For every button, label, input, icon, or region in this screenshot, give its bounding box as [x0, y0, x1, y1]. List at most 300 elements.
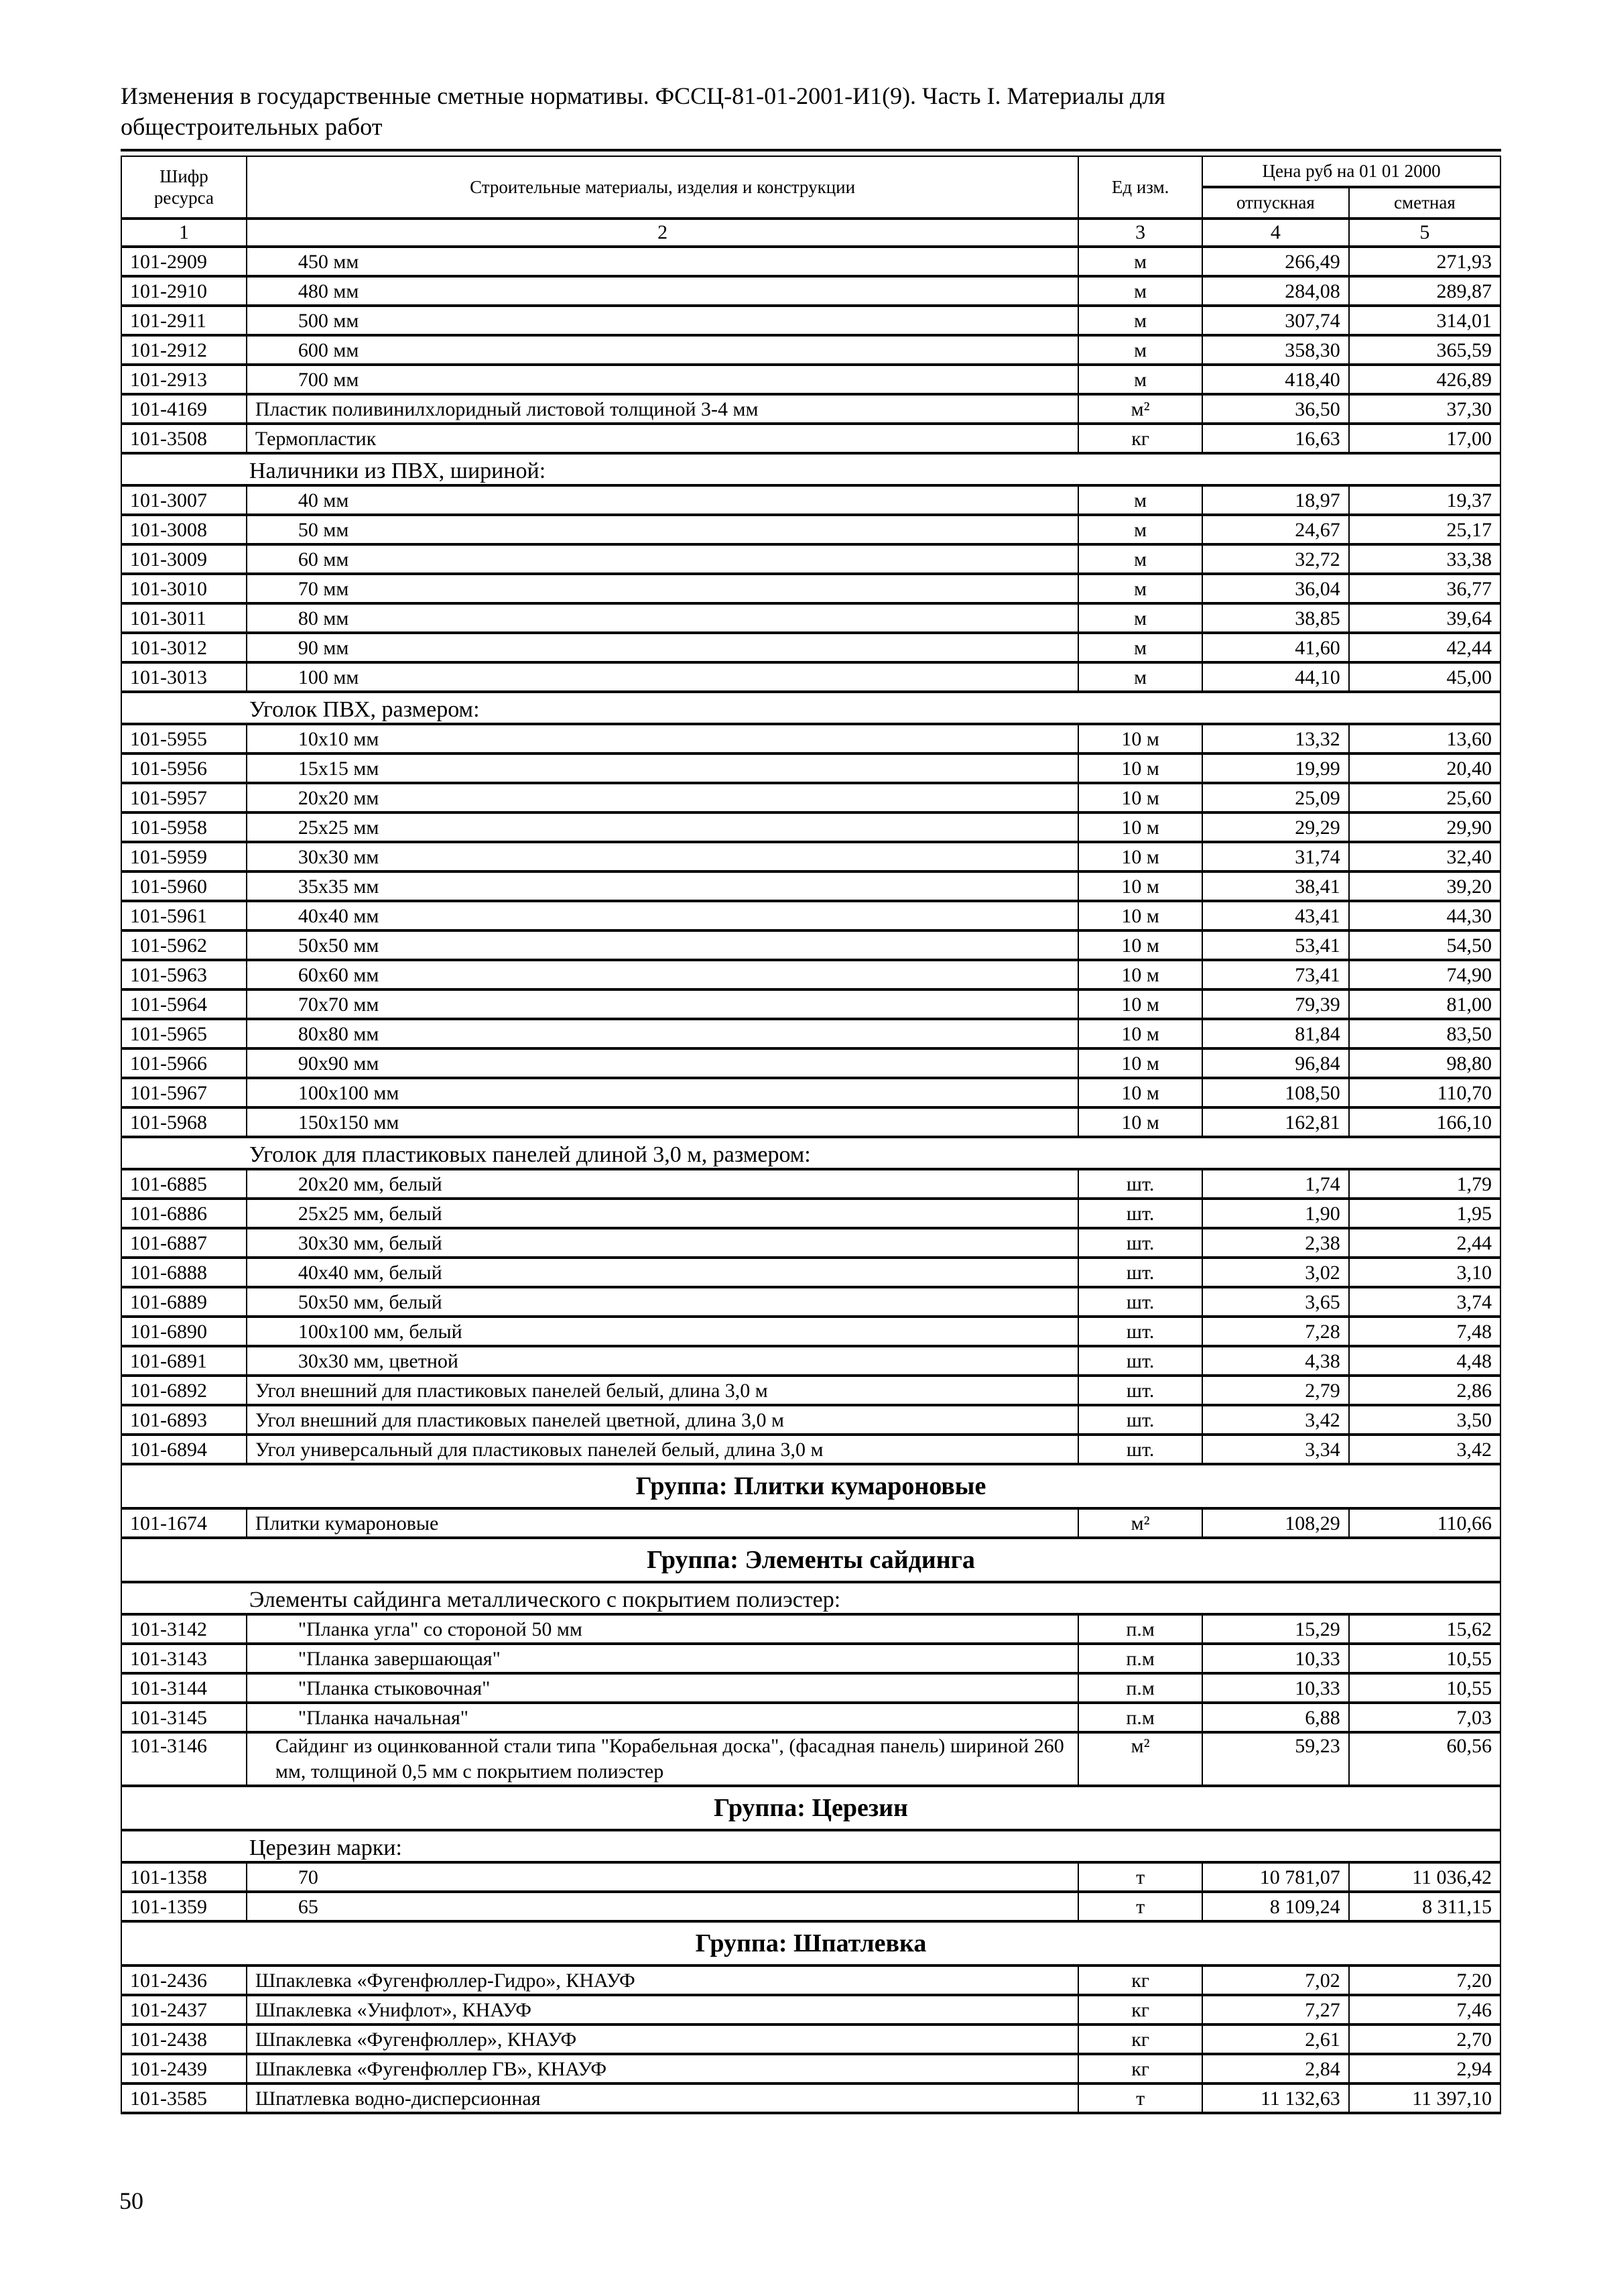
- resource-code: 101-5958: [121, 812, 247, 842]
- estimate-price: 20,40: [1349, 753, 1500, 783]
- group-heading-row: [121, 1538, 1500, 1582]
- resource-code: 101-3508: [121, 424, 247, 453]
- estimate-price: 7,48: [1349, 1317, 1500, 1346]
- table-row: [121, 1019, 1500, 1048]
- resource-code: 101-6885: [121, 1169, 247, 1199]
- material-name: Угол внешний для пластиковых панелей белый, длина 3,0 м: [247, 1376, 1078, 1405]
- table-header-row: [121, 156, 1500, 187]
- material-name: 480 мм: [247, 276, 1078, 306]
- table-row: [121, 1703, 1500, 1732]
- release-price: 1,90: [1202, 1199, 1349, 1228]
- table-row: [121, 2025, 1500, 2054]
- estimate-price: 426,89: [1349, 365, 1500, 394]
- table-row: [121, 930, 1500, 960]
- resource-code: 101-2438: [121, 2025, 247, 2054]
- unit-cell: шт.: [1078, 1317, 1202, 1346]
- release-price: 3,34: [1202, 1435, 1349, 1464]
- release-price: 43,41: [1202, 901, 1349, 930]
- header-price-group: Цена руб на 01 01 2000: [1202, 156, 1500, 187]
- table-row: [121, 724, 1500, 753]
- unit-cell: м²: [1078, 1508, 1202, 1538]
- unit-cell: т: [1078, 1862, 1202, 1892]
- estimate-price: 39,64: [1349, 603, 1500, 633]
- estimate-price: 10,55: [1349, 1644, 1500, 1673]
- column-number: 1: [121, 219, 247, 247]
- subheading-text: Уголок ПВХ, размером:: [247, 692, 1500, 724]
- table-row: [121, 662, 1500, 692]
- unit-cell: м: [1078, 662, 1202, 692]
- subheading-row: [121, 453, 1500, 485]
- estimate-price: 81,00: [1349, 989, 1500, 1019]
- material-name: 30x30 мм, цветной: [247, 1346, 1078, 1376]
- unit-cell: м: [1078, 365, 1202, 394]
- estimate-price: 19,37: [1349, 485, 1500, 515]
- column-number: 5: [1349, 219, 1500, 247]
- unit-cell: 10 м: [1078, 842, 1202, 871]
- unit-cell: м: [1078, 485, 1202, 515]
- release-price: 7,02: [1202, 1966, 1349, 1995]
- unit-cell: 10 м: [1078, 930, 1202, 960]
- unit-cell: 10 м: [1078, 1107, 1202, 1137]
- resource-code: 101-5962: [121, 930, 247, 960]
- table-row: [121, 1346, 1500, 1376]
- release-price: 53,41: [1202, 930, 1349, 960]
- page-number: 50: [119, 2187, 143, 2214]
- table-row: [121, 1317, 1500, 1346]
- price-table: [121, 156, 1501, 2114]
- table-row: [121, 1258, 1500, 1287]
- subheading-row: [121, 692, 1500, 724]
- release-price: 25,09: [1202, 783, 1349, 812]
- estimate-price: 166,10: [1349, 1107, 1500, 1137]
- material-name: 70 мм: [247, 574, 1078, 603]
- table-row: [121, 1508, 1500, 1538]
- group-heading-row: [121, 1921, 1500, 1966]
- resource-code: 101-2911: [121, 306, 247, 335]
- table-row: [121, 1169, 1500, 1199]
- material-name: Пластик поливинилхлоридный листовой толщиной 3-4 мм: [247, 394, 1078, 424]
- unit-cell: 10 м: [1078, 783, 1202, 812]
- table-row: [121, 1078, 1500, 1107]
- release-price: 1,74: [1202, 1169, 1349, 1199]
- resource-code: 101-3011: [121, 603, 247, 633]
- material-name: 60x60 мм: [247, 960, 1078, 989]
- release-price: 38,41: [1202, 871, 1349, 901]
- unit-cell: п.м: [1078, 1673, 1202, 1703]
- material-name: 90 мм: [247, 633, 1078, 662]
- material-name: 100x100 мм: [247, 1078, 1078, 1107]
- resource-code: 101-1359: [121, 1892, 247, 1921]
- unit-cell: м: [1078, 247, 1202, 276]
- release-price: 2,84: [1202, 2054, 1349, 2083]
- table-row: [121, 1107, 1500, 1137]
- resource-code: 101-3010: [121, 574, 247, 603]
- material-name: 60 мм: [247, 544, 1078, 574]
- material-name: Плитки кумароновые: [247, 1508, 1078, 1538]
- material-name: 50x50 мм: [247, 930, 1078, 960]
- column-number-row: [121, 219, 1500, 247]
- estimate-price: 36,77: [1349, 574, 1500, 603]
- release-price: 108,29: [1202, 1508, 1349, 1538]
- unit-cell: м²: [1078, 394, 1202, 424]
- release-price: 10 781,07: [1202, 1862, 1349, 1892]
- material-name: 700 мм: [247, 365, 1078, 394]
- unit-cell: 10 м: [1078, 989, 1202, 1019]
- material-name: Шпаклевка «Фугенфюллер ГВ», КНАУФ: [247, 2054, 1078, 2083]
- material-name: 40x40 мм: [247, 901, 1078, 930]
- release-price: 6,88: [1202, 1703, 1349, 1732]
- table-row: [121, 1228, 1500, 1258]
- unit-cell: м: [1078, 515, 1202, 544]
- resource-code: 101-5965: [121, 1019, 247, 1048]
- material-name: 30x30 мм, белый: [247, 1228, 1078, 1258]
- group-heading: Группа: Элементы сайдинга: [121, 1538, 1500, 1582]
- resource-code: 101-5964: [121, 989, 247, 1019]
- header-line-1: Изменения в государственные сметные нормативы. ФССЦ-81-01-2001-И1(9). Часть I. Материалы для: [121, 82, 1165, 109]
- unit-cell: м: [1078, 633, 1202, 662]
- resource-code: 101-4169: [121, 394, 247, 424]
- release-price: 2,79: [1202, 1376, 1349, 1405]
- resource-code: 101-6886: [121, 1199, 247, 1228]
- release-price: 16,63: [1202, 424, 1349, 453]
- header-code: Шифр ресурса: [121, 156, 247, 219]
- table-row: [121, 1614, 1500, 1644]
- table-row: [121, 901, 1500, 930]
- unit-cell: кг: [1078, 2025, 1202, 2054]
- unit-cell: п.м: [1078, 1644, 1202, 1673]
- resource-code: 101-2913: [121, 365, 247, 394]
- resource-code: 101-3009: [121, 544, 247, 574]
- estimate-price: 2,70: [1349, 2025, 1500, 2054]
- table-row: [121, 1995, 1500, 2025]
- unit-cell: шт.: [1078, 1199, 1202, 1228]
- estimate-price: 11 397,10: [1349, 2083, 1500, 2113]
- material-name: 25x25 мм, белый: [247, 1199, 1078, 1228]
- release-price: 18,97: [1202, 485, 1349, 515]
- table-body: [121, 219, 1500, 2113]
- estimate-price: 83,50: [1349, 1019, 1500, 1048]
- unit-cell: шт.: [1078, 1346, 1202, 1376]
- resource-code: 101-6892: [121, 1376, 247, 1405]
- document-header: [121, 80, 1501, 142]
- unit-cell: шт.: [1078, 1405, 1202, 1435]
- release-price: 29,29: [1202, 812, 1349, 842]
- resource-code: 101-6891: [121, 1346, 247, 1376]
- release-price: 36,50: [1202, 394, 1349, 424]
- table-row: [121, 574, 1500, 603]
- material-name: Угол внешний для пластиковых панелей цветной, длина 3,0 м: [247, 1405, 1078, 1435]
- table-row: [121, 485, 1500, 515]
- estimate-price: 3,74: [1349, 1287, 1500, 1317]
- release-price: 13,32: [1202, 724, 1349, 753]
- material-name: "Планка угла" со стороной 50 мм: [247, 1614, 1078, 1644]
- header-name: Строительные материалы, изделия и конструкции: [247, 156, 1078, 219]
- resource-code: 101-1358: [121, 1862, 247, 1892]
- unit-cell: 10 м: [1078, 1078, 1202, 1107]
- table-row: [121, 1673, 1500, 1703]
- release-price: 19,99: [1202, 753, 1349, 783]
- group-heading-row: [121, 1786, 1500, 1830]
- release-price: 81,84: [1202, 1019, 1349, 1048]
- table-row: [121, 276, 1500, 306]
- release-price: 8 109,24: [1202, 1892, 1349, 1921]
- header-price-release: отпускная: [1202, 187, 1349, 219]
- release-price: 3,42: [1202, 1405, 1349, 1435]
- table-row: [121, 1376, 1500, 1405]
- resource-code: 101-3013: [121, 662, 247, 692]
- subheading-text: Наличники из ПВХ, шириной:: [247, 453, 1500, 485]
- table-row: [121, 1644, 1500, 1673]
- group-heading-row: [121, 1464, 1500, 1508]
- estimate-price: 60,56: [1349, 1732, 1500, 1786]
- column-number: 2: [247, 219, 1078, 247]
- estimate-price: 45,00: [1349, 662, 1500, 692]
- material-name: 25x25 мм: [247, 812, 1078, 842]
- material-name: 70x70 мм: [247, 989, 1078, 1019]
- unit-cell: кг: [1078, 1995, 1202, 2025]
- release-price: 7,28: [1202, 1317, 1349, 1346]
- subheading-text: Церезин марки:: [247, 1830, 1500, 1862]
- resource-code: 101-6894: [121, 1435, 247, 1464]
- table-row: [121, 424, 1500, 453]
- unit-cell: кг: [1078, 2054, 1202, 2083]
- material-name: 65: [247, 1892, 1078, 1921]
- release-price: 307,74: [1202, 306, 1349, 335]
- estimate-price: 3,50: [1349, 1405, 1500, 1435]
- unit-cell: м: [1078, 335, 1202, 365]
- release-price: 79,39: [1202, 989, 1349, 1019]
- unit-cell: м: [1078, 603, 1202, 633]
- release-price: 4,38: [1202, 1346, 1349, 1376]
- resource-code: 101-3146: [121, 1732, 247, 1786]
- table-row: [121, 989, 1500, 1019]
- unit-cell: т: [1078, 2083, 1202, 2113]
- header-line-2: общестроительных работ: [121, 113, 383, 140]
- table-row: [121, 1048, 1500, 1078]
- table-row: [121, 842, 1500, 871]
- estimate-price: 289,87: [1349, 276, 1500, 306]
- unit-cell: м: [1078, 306, 1202, 335]
- release-price: 2,38: [1202, 1228, 1349, 1258]
- group-heading: Группа: Шпатлевка: [121, 1921, 1500, 1966]
- unit-cell: 10 м: [1078, 753, 1202, 783]
- table-row: [121, 960, 1500, 989]
- resource-code: 101-2439: [121, 2054, 247, 2083]
- unit-cell: кг: [1078, 1966, 1202, 1995]
- table-row: [121, 603, 1500, 633]
- resource-code: 101-5968: [121, 1107, 247, 1137]
- material-name: "Планка начальная": [247, 1703, 1078, 1732]
- group-heading: Группа: Церезин: [121, 1786, 1500, 1830]
- material-name: Шпаклевка «Фугенфюллер», КНАУФ: [247, 2025, 1078, 2054]
- release-price: 96,84: [1202, 1048, 1349, 1078]
- release-price: 24,67: [1202, 515, 1349, 544]
- resource-code: 101-3007: [121, 485, 247, 515]
- material-name: 100 мм: [247, 662, 1078, 692]
- material-name: 15x15 мм: [247, 753, 1078, 783]
- table-row: [121, 1966, 1500, 1995]
- release-price: 11 132,63: [1202, 2083, 1349, 2113]
- material-name: 500 мм: [247, 306, 1078, 335]
- unit-cell: п.м: [1078, 1614, 1202, 1644]
- estimate-price: 37,30: [1349, 394, 1500, 424]
- material-name: 40x40 мм, белый: [247, 1258, 1078, 1287]
- release-price: 10,33: [1202, 1644, 1349, 1673]
- unit-cell: шт.: [1078, 1376, 1202, 1405]
- table-row: [121, 394, 1500, 424]
- resource-code: 101-5966: [121, 1048, 247, 1078]
- estimate-price: 1,95: [1349, 1199, 1500, 1228]
- table-row: [121, 515, 1500, 544]
- column-number: 4: [1202, 219, 1349, 247]
- resource-code: 101-6888: [121, 1258, 247, 1287]
- material-name: 50 мм: [247, 515, 1078, 544]
- material-name: 40 мм: [247, 485, 1078, 515]
- subheading-row: [121, 1830, 1500, 1862]
- material-name: 35x35 мм: [247, 871, 1078, 901]
- column-number: 3: [1078, 219, 1202, 247]
- estimate-price: 10,55: [1349, 1673, 1500, 1703]
- table-row: [121, 783, 1500, 812]
- estimate-price: 39,20: [1349, 871, 1500, 901]
- table-row: [121, 1435, 1500, 1464]
- release-price: 44,10: [1202, 662, 1349, 692]
- unit-cell: м²: [1078, 1732, 1202, 1786]
- estimate-price: 314,01: [1349, 306, 1500, 335]
- estimate-price: 44,30: [1349, 901, 1500, 930]
- estimate-price: 8 311,15: [1349, 1892, 1500, 1921]
- resource-code: 101-2437: [121, 1995, 247, 2025]
- estimate-price: 11 036,42: [1349, 1862, 1500, 1892]
- material-name: 600 мм: [247, 335, 1078, 365]
- resource-code: 101-5960: [121, 871, 247, 901]
- release-price: 358,30: [1202, 335, 1349, 365]
- release-price: 41,60: [1202, 633, 1349, 662]
- header-price-estimate: сметная: [1349, 187, 1500, 219]
- material-name: 70: [247, 1862, 1078, 1892]
- unit-cell: шт.: [1078, 1258, 1202, 1287]
- material-name: Шпаклевка «Фугенфюллер-Гидро», КНАУФ: [247, 1966, 1078, 1995]
- release-price: 2,61: [1202, 2025, 1349, 2054]
- unit-cell: 10 м: [1078, 960, 1202, 989]
- material-name: Шпаклевка «Унифлот», КНАУФ: [247, 1995, 1078, 2025]
- resource-code: 101-2909: [121, 247, 247, 276]
- estimate-price: 74,90: [1349, 960, 1500, 989]
- material-name: 20x20 мм, белый: [247, 1169, 1078, 1199]
- estimate-price: 4,48: [1349, 1346, 1500, 1376]
- estimate-price: 3,10: [1349, 1258, 1500, 1287]
- resource-code: 101-3142: [121, 1614, 247, 1644]
- resource-code: 101-5961: [121, 901, 247, 930]
- unit-cell: т: [1078, 1892, 1202, 1921]
- estimate-price: 17,00: [1349, 424, 1500, 453]
- estimate-price: 110,70: [1349, 1078, 1500, 1107]
- table-row: [121, 1732, 1500, 1786]
- resource-code: 101-2910: [121, 276, 247, 306]
- estimate-price: 365,59: [1349, 335, 1500, 365]
- release-price: 15,29: [1202, 1614, 1349, 1644]
- estimate-price: 54,50: [1349, 930, 1500, 960]
- resource-code: 101-6887: [121, 1228, 247, 1258]
- table-row: [121, 335, 1500, 365]
- estimate-price: 2,86: [1349, 1376, 1500, 1405]
- resource-code: 101-5957: [121, 783, 247, 812]
- material-name: Шпатлевка водно-дисперсионная: [247, 2083, 1078, 2113]
- header-rule: [121, 149, 1501, 152]
- estimate-price: 29,90: [1349, 812, 1500, 842]
- release-price: 31,74: [1202, 842, 1349, 871]
- resource-code: 101-5956: [121, 753, 247, 783]
- table-row: [121, 1892, 1500, 1921]
- table-row: [121, 247, 1500, 276]
- unit-cell: 10 м: [1078, 871, 1202, 901]
- unit-cell: 10 м: [1078, 724, 1202, 753]
- subheading-spacer: [121, 1582, 247, 1614]
- resource-code: 101-5967: [121, 1078, 247, 1107]
- estimate-price: 32,40: [1349, 842, 1500, 871]
- release-price: 59,23: [1202, 1732, 1349, 1786]
- release-price: 38,85: [1202, 603, 1349, 633]
- release-price: 36,04: [1202, 574, 1349, 603]
- resource-code: 101-5959: [121, 842, 247, 871]
- estimate-price: 2,94: [1349, 2054, 1500, 2083]
- resource-code: 101-3144: [121, 1673, 247, 1703]
- unit-cell: м: [1078, 574, 1202, 603]
- estimate-price: 33,38: [1349, 544, 1500, 574]
- estimate-price: 7,03: [1349, 1703, 1500, 1732]
- resource-code: 101-2912: [121, 335, 247, 365]
- estimate-price: 42,44: [1349, 633, 1500, 662]
- estimate-price: 271,93: [1349, 247, 1500, 276]
- material-name: 20x20 мм: [247, 783, 1078, 812]
- table-row: [121, 1862, 1500, 1892]
- material-name: 30x30 мм: [247, 842, 1078, 871]
- estimate-price: 13,60: [1349, 724, 1500, 753]
- resource-code: 101-6893: [121, 1405, 247, 1435]
- material-name: 80x80 мм: [247, 1019, 1078, 1048]
- material-name: Термопластик: [247, 424, 1078, 453]
- release-price: 108,50: [1202, 1078, 1349, 1107]
- subheading-spacer: [121, 1830, 247, 1862]
- material-name: "Планка стыковочная": [247, 1673, 1078, 1703]
- table-row: [121, 1405, 1500, 1435]
- table-row: [121, 544, 1500, 574]
- table-row: [121, 753, 1500, 783]
- subheading-text: Элементы сайдинга металлического с покрытием полиэстер:: [247, 1582, 1500, 1614]
- estimate-price: 15,62: [1349, 1614, 1500, 1644]
- resource-code: 101-3585: [121, 2083, 247, 2113]
- header-unit: Ед изм.: [1078, 156, 1202, 219]
- unit-cell: 10 м: [1078, 812, 1202, 842]
- subheading-spacer: [121, 692, 247, 724]
- release-price: 3,02: [1202, 1258, 1349, 1287]
- estimate-price: 7,46: [1349, 1995, 1500, 2025]
- resource-code: 101-3008: [121, 515, 247, 544]
- estimate-price: 2,44: [1349, 1228, 1500, 1258]
- resource-code: 101-1674: [121, 1508, 247, 1538]
- material-name: 450 мм: [247, 247, 1078, 276]
- estimate-price: 25,17: [1349, 515, 1500, 544]
- unit-cell: 10 м: [1078, 1019, 1202, 1048]
- unit-cell: шт.: [1078, 1287, 1202, 1317]
- resource-code: 101-3143: [121, 1644, 247, 1673]
- material-name: 80 мм: [247, 603, 1078, 633]
- material-name: 10x10 мм: [247, 724, 1078, 753]
- subheading-spacer: [121, 453, 247, 485]
- subheading-row: [121, 1582, 1500, 1614]
- material-name: "Планка завершающая": [247, 1644, 1078, 1673]
- resource-code: 101-3145: [121, 1703, 247, 1732]
